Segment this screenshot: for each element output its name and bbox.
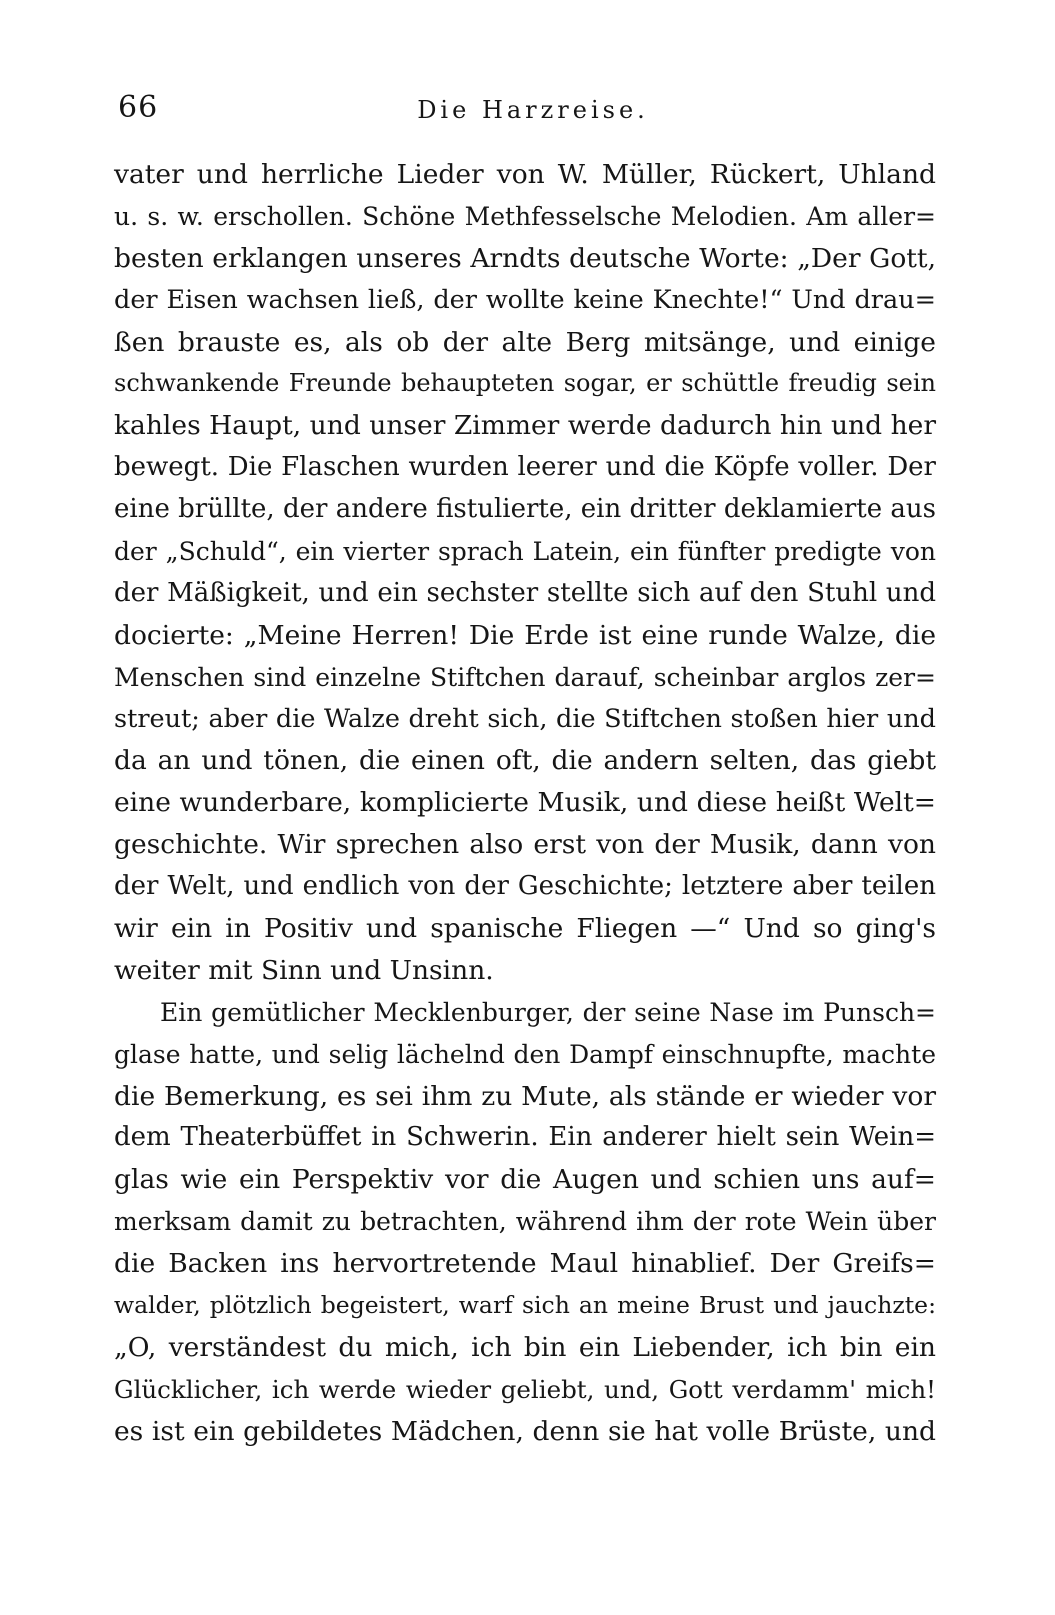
text-line: geschichte. Wir sprechen also erst von der Musik, dann von	[114, 829, 936, 861]
page-number: 66	[118, 90, 159, 125]
text-line: es ist ein gebildetes Mädchen, denn sie hat volle Brüste, und	[114, 1415, 936, 1447]
text-line: streut; aber die Walze dreht sich, die Stiftchen stoßen hier und	[114, 703, 936, 734]
text-line: „O, verständest du mich, ich bin ein Liebender, ich bin ein	[114, 1331, 936, 1363]
text-line: merksam damit zu betrachten, während ihm der rote Wein über	[114, 1207, 936, 1237]
text-line: wir ein in Positiv und spanische Fliegen —“ Und so ging's	[114, 913, 936, 945]
text-line: eine brüllte, der andere fistulierte, ein dritter deklamierte aus	[114, 494, 936, 525]
text-line: Ein gemütlicher Mecklenburger, der seine Nase im Punsch=	[160, 997, 936, 1027]
text-line: u. s. w. erschollen. Schöne Methfesselsche Melodien. Am aller=	[114, 201, 936, 231]
text-line: dem Theaterbüffet in Schwerin. Ein anderer hielt sein Wein=	[114, 1122, 936, 1153]
text-line: glase hatte, und selig lächelnd den Dampf einschnupfte, machte	[114, 1039, 936, 1069]
text-line: glas wie ein Perspektiv vor die Augen und schien uns auf=	[114, 1164, 936, 1196]
text-line: der „Schuld“, ein vierter sprach Latein, ein fünfter predigte von	[114, 537, 936, 567]
text-line: da an und tönen, die einen oft, die andern selten, das giebt	[114, 745, 936, 777]
text-line: kahles Haupt, und unser Zimmer werde dadurch hin und her	[114, 410, 936, 442]
text-line: eine wunderbare, komplicierte Musik, und diese heißt Welt=	[114, 787, 936, 819]
running-title: Die Harzreise.	[417, 96, 649, 124]
text-line: Menschen sind einzelne Stiftchen darauf, scheinbar arglos zer=	[114, 662, 936, 692]
text-line: die Backen ins hervortretende Maul hinablief. Der Greifs=	[114, 1248, 936, 1280]
text-line: weiter mit Sinn und Unsinn.	[114, 954, 494, 986]
body-text	[114, 154, 936, 1453]
text-line: die Bemerkung, es sei ihm zu Mute, als stände er wieder vor	[114, 1080, 936, 1112]
text-line: docierte: „Meine Herren! Die Erde ist eine runde Walze, die	[114, 619, 936, 651]
text-line: der Mäßigkeit, und ein sechster stellte sich auf den Stuhl und	[114, 577, 936, 608]
text-line: Glücklicher, ich werde wieder geliebt, und, Gott verdamm' mich!	[114, 1374, 936, 1404]
text-line: ßen brauste es, als ob der alte Berg mitsänge, und einige	[114, 326, 936, 358]
page-header	[118, 88, 934, 132]
text-line: bewegt. Die Flaschen wurden leerer und die Köpfe voller. Der	[114, 452, 936, 483]
text-line: walder, plötzlich begeistert, warf sich an meine Brust und jauchzte:	[114, 1291, 936, 1320]
text-line: besten erklangen unseres Arndts deutsche Worte: „Der Gott,	[114, 242, 936, 274]
text-line: schwankende Freunde behaupteten sogar, er schüttle freudig sein	[114, 369, 936, 398]
text-line: der Welt, und endlich von der Geschichte; letztere aber teilen	[114, 871, 936, 902]
text-line: der Eisen wachsen ließ, der wollte keine Knechte!“ Und drau=	[114, 284, 936, 315]
text-line: vater und herrliche Lieder von W. Müller, Rückert, Uhland	[114, 159, 936, 190]
